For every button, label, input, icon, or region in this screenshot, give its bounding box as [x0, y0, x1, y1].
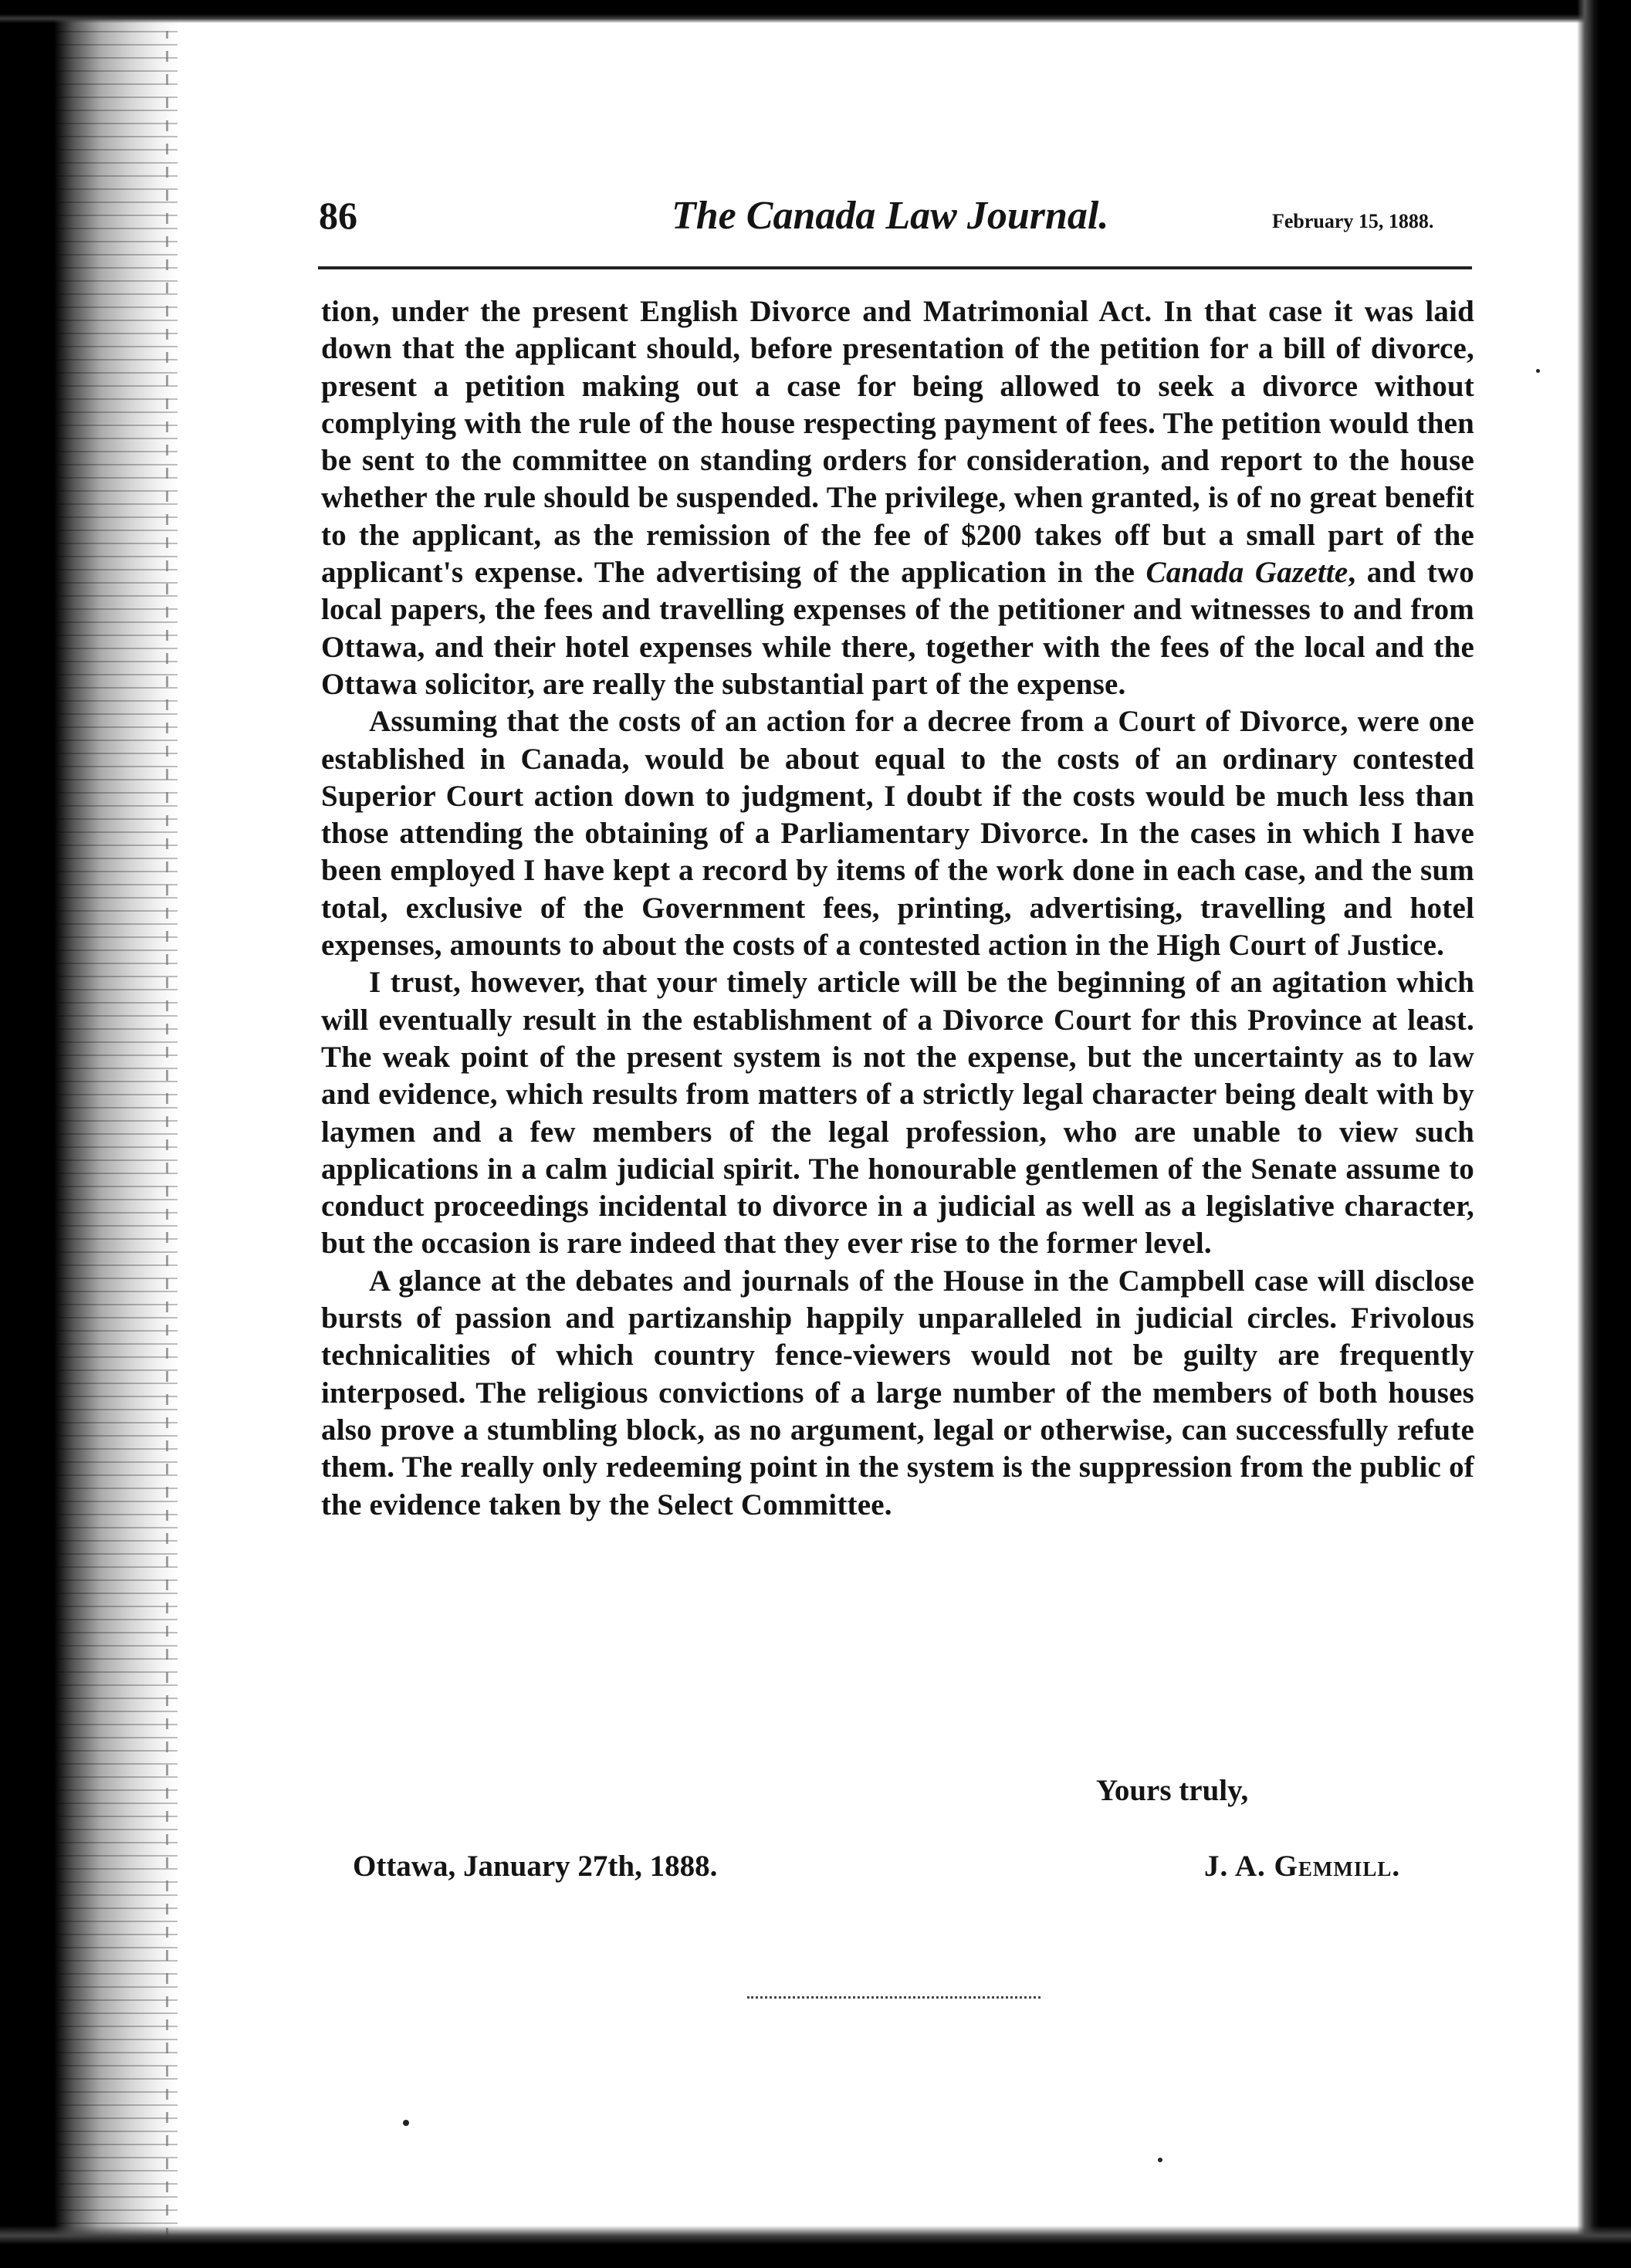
letter-body: [321, 293, 1474, 1524]
signature: J. A. Gemmill.: [1204, 1850, 1401, 1883]
scan-left-edge-shadow: [0, 0, 178, 2268]
header-rule: [318, 266, 1472, 269]
scan-top-edge: [0, 0, 1631, 23]
scan-bottom-edge: [0, 2226, 1631, 2268]
journal-title: The Canada Law Journal.: [672, 194, 1109, 238]
paragraph-4: A glance at the debates and journals of the House in the Campbell case will disclose bursts of passion and partizanship happily unparalleled in judicial circles. Frivolous technicalities of which country fence-viewers would not be guilty are frequently interposed. The religious convictions of a large number of the members of both houses also prove a stumbling block, as no argument, legal or otherwise, can successfully refute them. The really only redeeming point in the system is the suppression from the public of the evidence taken by the Select Committee.: [321, 1264, 1474, 1522]
scan-right-edge: [1577, 0, 1631, 2268]
closing-salutation: Yours truly,: [1096, 1774, 1249, 1807]
issue-date: February 15, 1888.: [1272, 210, 1434, 232]
end-rule: [747, 1996, 1041, 1999]
paragraph-1: [321, 293, 1474, 703]
canada-gazette-italic: Canada Gazette: [1145, 556, 1348, 590]
paragraph-2: Assuming that the costs of an action for a decree from a Court of Divorce, were one established in Canada, would be about equal to the costs of an ordinary contested Superior Court action down to judgment, I doubt if the costs would be much less than those attending the obtaining of a Parliamentary Divorce. In the cases in which I have been employed I have kept a record by items of the work done in each case, and the sum total, exclusive of the Government fees, printing, advertising, travelling and hotel expenses, amounts to about the costs of a contested action in the High Court of Justice.: [321, 705, 1474, 963]
page-number: 86: [319, 194, 357, 237]
ink-speck: [403, 2120, 409, 2126]
paragraph-3: I trust, however, that your timely article will be the beginning of an agitation which will eventually result in the establishment of a Divorce Court for this Province at least. The weak point of the present system is not the expense, but the uncertainty as to law and evidence, which results from matters of a strictly legal character being dealt with by laymen and a few members of the legal profession, who are unable to view such applications in a calm judicial spirit. The honourable gentlemen of the Senate assume to conduct proceedings incidental to divorce in a judicial as well as a legislative character, but the occasion is rare indeed that they ever rise to the former level.: [321, 966, 1474, 1261]
ink-speck: [1158, 2158, 1162, 2162]
paragraph-1-text: tion, under the present English Divorce and Matrimonial Act. In that case it was laid down that the applicant should, before presentation of the petition for a bill of divorce, present a petition making out a case for being allowed to seek a divorce without complying with the rule of the house respecting payment of fees. The petition would then be sent to the committee on standing orders for consideration, and report to the house whether the rule should be suspended. The privilege, when granted, is of no great benefit to the applicant, as the remission of the fee of $200 takes off but a small part of the applicant's expense. The advertising of the application in the: [321, 295, 1474, 590]
scan-binding-marks: [166, 31, 168, 2239]
ink-speck: [1536, 369, 1540, 373]
paragraph-1-text-after: , and two local papers, the fees and travelling expenses of the petitioner and witnesses to and from Ottawa, and their hotel expenses while there, together with the fees of the local and the Ottawa solicitor, are really the substantial part of the expense.: [321, 556, 1474, 701]
place-date: Ottawa, January 27th, 1888.: [353, 1850, 718, 1883]
